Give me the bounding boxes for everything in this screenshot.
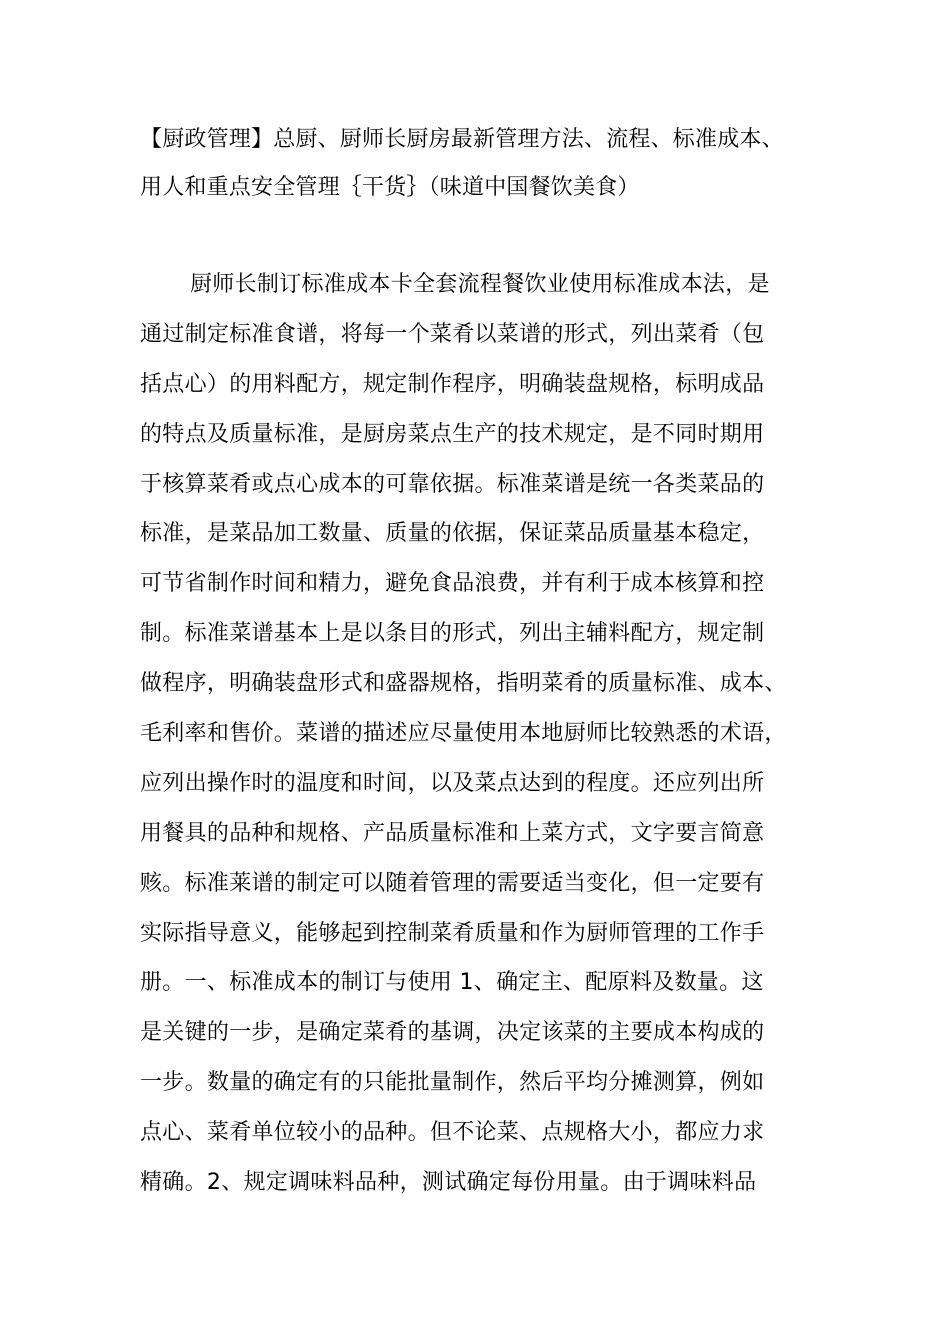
document-body bbox=[140, 260, 820, 1208]
document-title bbox=[140, 116, 840, 212]
body-line: 应列出操作时的温度和时间，以及菜点达到的程度。还应列出所 bbox=[140, 770, 765, 796]
body-line: 通过制定标准食谱，将每一个菜肴以菜谱的形式，列出菜肴（包 bbox=[140, 321, 765, 347]
body-line: 做程序，明确装盘形式和盛器规格，指明菜肴的质量标准、成本、 bbox=[140, 671, 787, 697]
body-line: 精确。2、规定调味料品种，测试确定每份用量。由于调味料品 bbox=[140, 1170, 757, 1196]
body-line: 册。一、标准成本的制订与使用 1、确定主、配原料及数量。这 bbox=[140, 970, 764, 996]
body-line: 赅。标准莱谱的制定可以随着管理的需要适当变化，但一定要有 bbox=[140, 870, 765, 896]
title-line: 【厨政管理】总厨、厨师长厨房最新管理方法、流程、标准成本、 bbox=[140, 127, 784, 152]
body-line: 一步。数量的确定有的只能批量制作，然后平均分摊测算，例如 bbox=[140, 1070, 765, 1096]
body-line: 于核算菜肴或点心成本的可靠依据。标准菜谱是统一各类菜品的 bbox=[140, 471, 765, 497]
body-line: 的特点及质量标准，是厨房菜点生产的技术规定，是不同时期用 bbox=[140, 421, 765, 447]
body-line: 标准，是菜品加工数量、质量的依据，保证菜品质量基本稳定， bbox=[140, 521, 765, 547]
body-line: 毛利率和售价。菜谱的描述应尽量使用本地厨师比较熟悉的术语， bbox=[140, 721, 787, 747]
body-line: 点心、菜肴单位较小的品种。但不论菜、点规格大小，都应力求 bbox=[140, 1120, 765, 1146]
body-line: 括点心）的用料配方，规定制作程序，明确装盘规格，标明成品 bbox=[140, 371, 765, 397]
body-line: 用餐具的品种和规格、产品质量标准和上菜方式，文字要言简意 bbox=[140, 820, 765, 846]
body-line: 厨师长制订标准成本卡全套流程餐饮业使用标准成本法，是 bbox=[190, 272, 770, 297]
body-line: 是关键的一步，是确定菜肴的基调，决定该菜的主要成本构成的 bbox=[140, 1020, 765, 1046]
title-line: 用人和重点安全管理｛干货｝（味道中国餐饮美食） bbox=[140, 175, 640, 200]
body-line: 制。标准菜谱基本上是以条目的形式，列出主辅料配方，规定制 bbox=[140, 621, 765, 647]
body-line: 可节省制作时间和精力，避免食品浪费，并有利于成本核算和控 bbox=[140, 571, 765, 597]
body-line: 实际指导意义，能够起到控制菜肴质量和作为厨师管理的工作手 bbox=[140, 920, 765, 946]
